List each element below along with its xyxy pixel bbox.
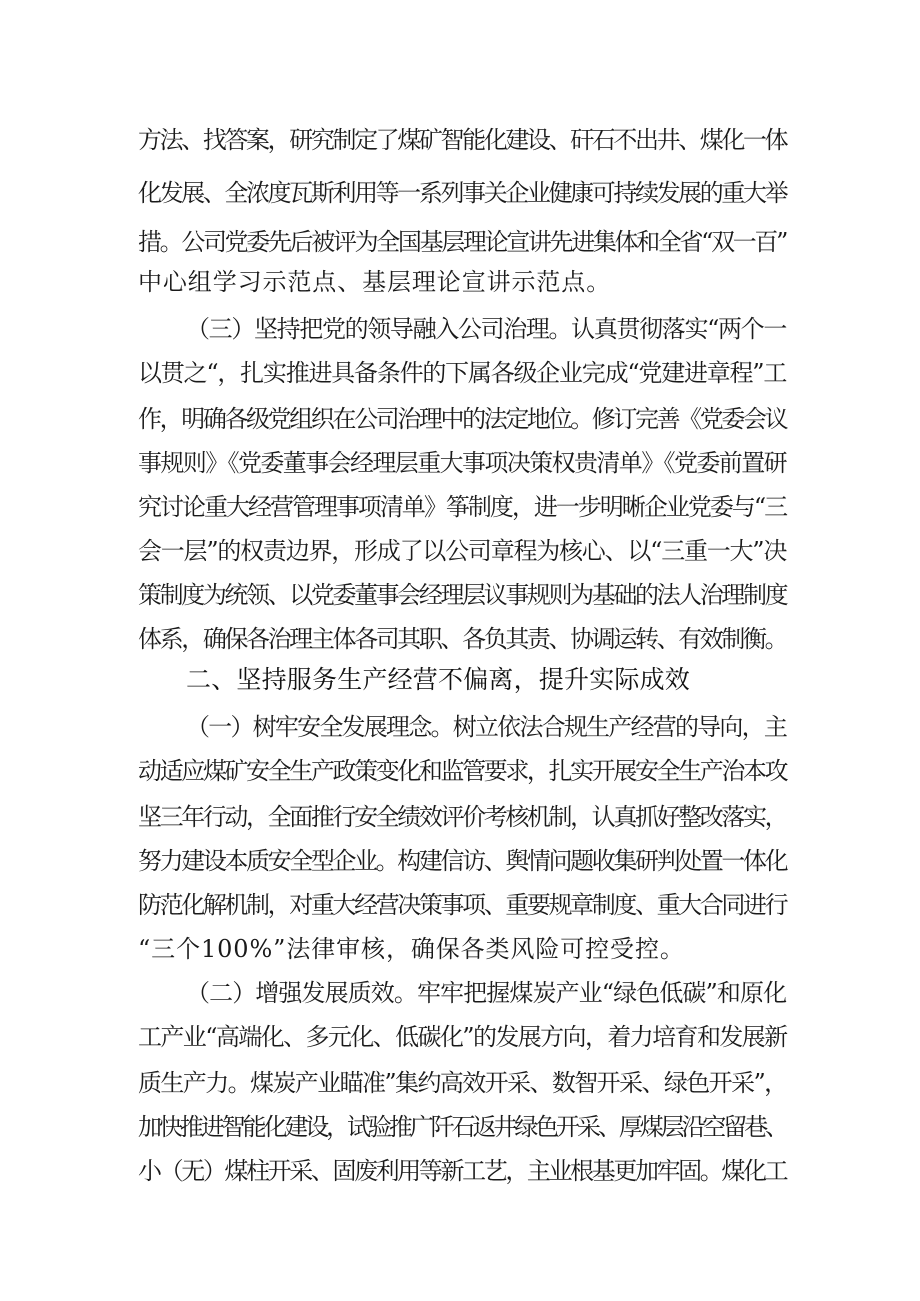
paragraph-line: （一）树牢安全发展理念。树立依法合规生产经营的导向，主 — [186, 713, 786, 741]
paragraph-line: （三）坚持把党的领导融入公司治理。认真贯彻落实“两个一 — [186, 315, 786, 343]
paragraph-line: 方法、找答案，研究制定了煤矿智能化建设、矸石不出井、煤化一体 — [138, 126, 786, 154]
paragraph-line: 体系，确保各治理主体各司其职、各负其责、协调运转、有效制衡。 — [138, 625, 786, 653]
paragraph-line: 事规则》《党委董事会经理层重大事项决策权贵清单》《党委前置研 — [138, 449, 786, 477]
paragraph-line: 加快推进智能化建设，试验推广阡石返井绿色开采、厚煤层沿空留巷、 — [138, 1113, 786, 1141]
paragraph-line: 努力建设本质安全型企业。构建信访、舆情问题收集研判处置一体化 — [138, 847, 786, 875]
paragraph-line: 作，明确各级党组织在公司治理中的法定地位。修订完善《党委会议 — [138, 405, 786, 433]
paragraph-line: 动适应煤矿安全生产政策变化和监管要求，扎实开展安全生产治本攻 — [138, 757, 786, 785]
paragraph-line: 措。公司党委先后被评为全国基层理论宣讲先进集体和全省“双一百” — [138, 228, 786, 256]
paragraph-line: 以贯之“，扎实推进具备条件的下属各级企业完成“党建进章程”工 — [138, 359, 786, 387]
section-heading: 二、坚持服务生产经营不偏离，提升实际成效 — [186, 665, 691, 694]
paragraph-line: 防范化解机制，对重大经营决策事项、重要规章制度、重大合同进行 — [138, 891, 786, 919]
paragraph-line: 究讨论重大经营管理事项清单》筝制度，进一步明晰企业党委与“三 — [138, 493, 786, 521]
paragraph-line: 小（无）煤柱开采、固废利用等新工艺，主业根基更加牢固。煤化工 — [138, 1157, 786, 1185]
paragraph-line: 会一层”的权责边界，形成了以公司章程为核心、以“三重一大”决 — [138, 537, 786, 565]
paragraph-line: 坚三年行动，全面推行安全绩效评价考核机制，认真抓好整改落实， — [138, 803, 786, 831]
paragraph-line: 中心组学习示范点、基层理论宣讲示范点。 — [138, 268, 612, 296]
paragraph-line: 质生产力。煤炭产业瞄准”集约高效开采、数智开采、绿色开采”， — [138, 1069, 787, 1097]
paragraph-line: 化发展、全浓度瓦斯利用等一系列事关企业健康可持续发展的重大举 — [138, 179, 786, 207]
paragraph-line: （二）增强发展质效。牢牢把握煤炭产业“绿色低碳”和原化 — [186, 979, 786, 1007]
paragraph-line: 策制度为统领、以党委董事会经理层议事规则为基础的法人治理制度 — [138, 581, 786, 609]
paragraph-line: 工产业“高端化、多元化、低碳化”的发展方向，着力培育和发展新 — [138, 1023, 787, 1051]
paragraph-line: “三个100%”法律审核，确保各类风险可控受控。 — [138, 935, 685, 963]
